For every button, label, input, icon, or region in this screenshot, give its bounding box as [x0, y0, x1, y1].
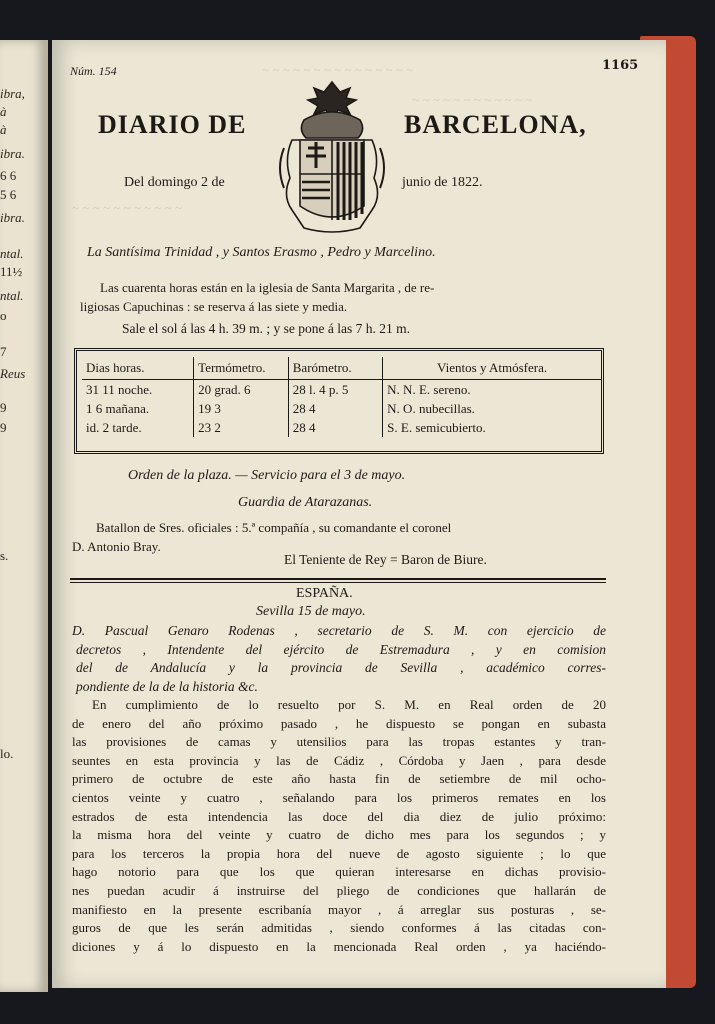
left-fragment: 11½: [0, 264, 23, 279]
table-cell: 28 l. 4 p. 5: [288, 380, 382, 400]
col-header-days: Dias horas.: [82, 357, 194, 380]
issue-number: Núm. 154: [70, 64, 117, 78]
left-fragment: s.: [0, 548, 9, 563]
body-line: la misma hora del veinte y cuatro de dicho mes para los segundos ; y: [72, 827, 606, 843]
body-line: estrados de esta intendencia las doce del dia diez de julio próximo:: [72, 808, 606, 824]
body-line: diciones y á lo dispuesto en la mencionada Real orden , ya haciéndo-: [72, 938, 606, 954]
body-line: guros de que les serán admitidas , siendo conformes á las citadas con-: [72, 920, 606, 936]
left-fragment: o: [0, 308, 7, 323]
saints-of-day: La Santísima Trinidad , y Santos Erasmo , Pedro y Marcelino.: [87, 245, 436, 260]
table-cell: N. N. E. sereno.: [387, 381, 471, 397]
lieutenant-line: El Teniente de Rey = Baron de Biure.: [284, 552, 487, 567]
col-header-winds: Vientos y Atmósfera.: [383, 357, 601, 380]
body-line: primero de octubre de este año hasta fin de setiembre de mil ocho-: [72, 771, 606, 787]
table-cell: 19 3: [194, 399, 289, 418]
left-fragment: 9: [0, 420, 7, 435]
left-fragment: 9: [0, 400, 7, 415]
intro-line: decretos , Intendente del ejército de Estremadura , y en comision: [76, 641, 606, 657]
table-header-row: [82, 357, 601, 380]
body-line: cientos veinte y cuatro , señalando para los primeros remates en los: [72, 789, 606, 805]
notice-line: Las cuarenta horas están en la iglesia de Santa Margarita , de re-: [100, 280, 435, 295]
notice-line: ligiosas Capuchinas : se reserva á las siete y media.: [80, 299, 348, 314]
battalion-line: Batallon de Sres. oficiales : 5.ª compañía , su comandante el coronel: [96, 520, 452, 535]
intro-line: D. Pascual Genaro Rodenas , secretario de S. M. con ejercicio de: [72, 623, 606, 638]
table-cell: 28 4: [288, 399, 382, 418]
left-fragment: lo.: [0, 746, 14, 761]
show-through-text: ~ ~ ~ ~ ~ ~ ~ ~ ~ ~ ~ ~ ~ ~ ~: [262, 62, 413, 77]
table-cell: id. 2 tarde.: [82, 418, 194, 437]
coat-of-arms-emblem: [274, 78, 390, 238]
masthead-right: BARCELONA,: [404, 110, 587, 139]
table-cell: 23 2: [194, 418, 289, 437]
body-line: hago notorio para que los que quieran interesarse en dichas provisio-: [72, 864, 606, 880]
body-line: manifiesto en la presente escribanía mayor , á arreglar sus posturas , se-: [72, 901, 606, 917]
left-fragment: ibra.: [0, 146, 25, 161]
body-paragraph: [72, 696, 606, 956]
body-line: de enero del año próximo pasado , he dispuesto se pongan en subasta: [72, 715, 606, 731]
left-fragment: ibra,: [0, 86, 25, 101]
table-row: [82, 380, 601, 400]
table-cell: 31 11 noche.: [82, 380, 194, 400]
show-through-text: ~ ~ ~ ~ ~ ~ ~ ~ ~ ~ ~: [72, 200, 182, 215]
left-fragment: ntal.: [0, 288, 24, 303]
table-row: [82, 399, 601, 418]
section-divider-thin: [70, 582, 606, 583]
intro-line: del de Andalucía y la provincia de Sevilla , académico corres-: [76, 660, 606, 676]
table-cell: 1 6 mañana.: [82, 399, 194, 418]
table-cell: S. E. semicubierto.: [387, 419, 486, 435]
date-left: Del domingo 2 de: [124, 175, 225, 190]
body-line: para los terceros la propia hora del nueve de agosto siguiente ; lo que: [72, 845, 606, 861]
left-fragment: ntal.: [0, 246, 24, 261]
left-page-edge: [0, 40, 48, 992]
masthead-left: DIARIO DE: [98, 110, 247, 139]
col-header-thermometer: Termómetro.: [194, 357, 289, 380]
weather-table: [82, 357, 601, 437]
section-divider: [70, 578, 606, 580]
sunrise-sunset: Sale el sol á las 4 h. 39 m. ; y se pone á las 7 h. 21 m.: [122, 321, 410, 336]
table-row: [82, 418, 601, 437]
officer-name: D. Antonio Bray.: [72, 539, 161, 554]
body-line: En cumplimiento de lo resuelto por S. M. en Real orden de 20: [92, 697, 606, 712]
table-cell: N. O. nubecillas.: [387, 400, 475, 416]
weather-table-frame: [74, 348, 604, 454]
col-header-barometer: Barómetro.: [288, 357, 382, 380]
table-cell: 20 grad. 6: [194, 380, 289, 400]
left-fragment: 6 6: [0, 168, 17, 183]
left-fragment: 5 6: [0, 187, 17, 202]
body-line: las provisiones de camas y utensilios para las tropas estantes y tran-: [72, 734, 606, 750]
left-fragment: ibra.: [0, 210, 25, 225]
left-fragment: 7: [0, 344, 7, 359]
forty-hours-notice: [80, 278, 610, 316]
left-fragment: à: [0, 122, 7, 137]
left-fragment: Reus: [0, 366, 26, 381]
page-number: 1165: [602, 58, 639, 73]
dateline: Sevilla 15 de mayo.: [256, 604, 366, 619]
intro-line: pondiente de la de la historia &c.: [76, 678, 258, 694]
left-fragment: à: [0, 104, 7, 119]
guard-line: Guardia de Atarazanas.: [238, 495, 373, 510]
body-line: seuntes en esta provincia y las de Cádiz , Córdoba y Jaen , para desde: [72, 752, 606, 768]
section-heading: ESPAÑA.: [296, 586, 353, 601]
table-cell: 28 4: [288, 418, 382, 437]
show-through-text: ~ ~ ~ ~ ~ ~ ~ ~ ~ ~ ~ ~: [412, 92, 533, 107]
date-right: junio de 1822.: [402, 175, 483, 190]
order-of-plaza: Orden de la plaza. — Servicio para el 3 de mayo.: [128, 468, 406, 483]
intro-paragraph: [72, 622, 606, 696]
body-line: nes puedan acudir á instruirse del pliego de condiciones que hallarán de: [72, 882, 606, 898]
newspaper-page: [52, 40, 666, 988]
